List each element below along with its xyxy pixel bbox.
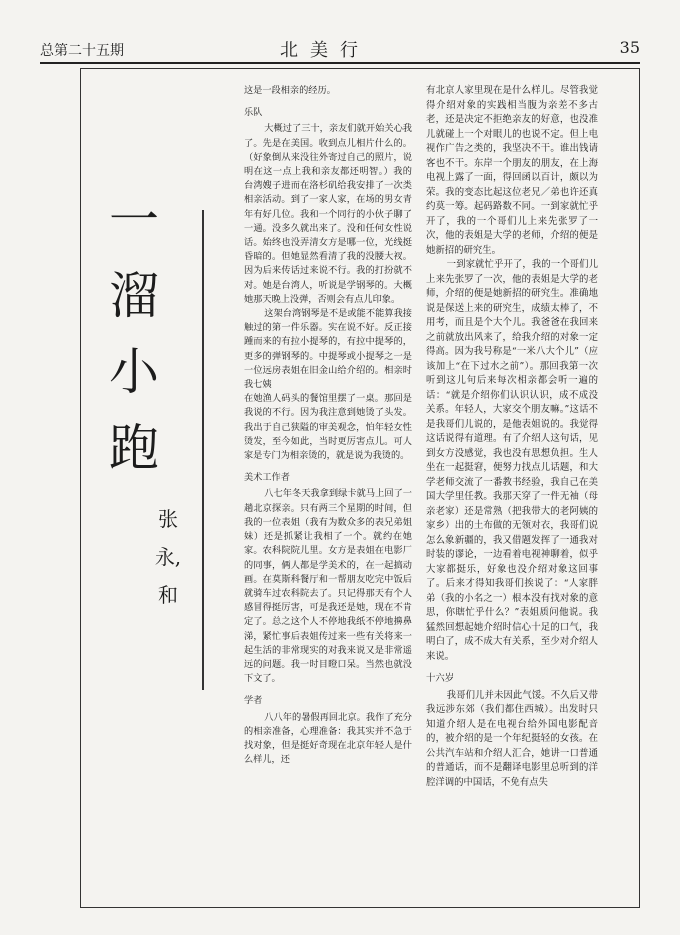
section-heading: 十六岁 <box>426 673 455 684</box>
section-heading: 美术工作者 <box>244 472 290 484</box>
title-char: 跑 <box>109 419 159 477</box>
paragraph: 八七年冬天我拿到绿卡就马上回了一趟北京探亲。只有两三个星期的时间，但我的一位表姐（我有为数众多的表兄弟姐妹）还是抓紧让我相了一个。就约在她家。农科院院儿里。女方是表姐在电影厂的同事，俩人都是学美术的，在一起搞动画。在莫斯科餐厅和一帮朋友吃完中饭后就骑车过农科院去了。只记得那天有个人感冒得挺厉害，可是我还是她，现在不肯定了。总之这个人不停地我纸不停地擤鼻涕，紧忙事后表姐传过来一些有关将来一起生活的非常现实的对我来说又是非常遥远的问题。我一时目瞪口呆。当然也就没下文了。 <box>244 488 412 685</box>
section-heading: 学者 <box>244 695 263 707</box>
title-char: 一 <box>109 191 159 249</box>
title-char: 小 <box>109 343 159 401</box>
title-char: 溜 <box>109 267 159 325</box>
section-heading: 乐队 <box>244 107 263 119</box>
title-rule <box>202 210 204 690</box>
paragraph: 大概过了三十，亲友们就开始关心我了。先是在美国。收到点儿相片什么的。（好象倒从来没往外寄过自己的照片，说明在这一点上我和亲友都还明智。）我的台湾嫂子进而在洛杉矶给我安排了一次类相亲活动。到了一家人家，在场的男女青年有好几位。我和一个同行的小伙子聊了一通。没多久就出来了。没和任何女性说话。始终也没弄清女方是哪一位，光线挺昏暗的。但她显然看清了我的没腰大衩。因为后来传话过来说不行。我的打扮就不对。她是台湾人，听说是学钢琴的。大概她那天晚上没弹，否则会有点儿印象。 <box>244 123 412 305</box>
author-char: 和 <box>158 583 178 607</box>
paragraph: 我哥们儿并未因此气馁。不久后又带我远涉东郊（我们都住西城）。出发时只知道介绍人是在电视台给外国电影配音的，被介绍的是一个年纪挺轻的女孩。在公共汽车站和介绍人汇合，她讲一口普通的普通话，而不是翻译电影里总听到的洋腔洋调的中国话，不免有点失 <box>426 689 598 788</box>
text-column-2 <box>426 84 598 790</box>
header-rule <box>40 62 640 64</box>
magazine-name: 北美行 <box>280 40 370 61</box>
author-char: 张 <box>158 507 178 531</box>
page-header <box>40 36 640 60</box>
author-char: 永, <box>154 545 182 569</box>
text-column-1 <box>244 84 412 767</box>
paragraph: 这架台湾钢琴是不是或能不能算我接触过的第一件乐器。实在说不好。反正接踵而来的有拉小提琴的，有拉中提琴的，更多的弹钢琴的。中提琴或小提琴之一是一位远房表姐在旧金山给介绍的。相亲时我七姨 <box>244 308 412 391</box>
intro-line: 这是一段相亲的经历。 <box>244 85 336 96</box>
article-title <box>104 182 164 486</box>
paragraph: 在她渔人码头的餐馆里摆了一桌。那回是我说的不行。因为我注意到她烫了头发。我出于自己狭隘的审美观念，怕年轻女性烫发，至今如此，当时更厉害点儿。可人家是专门为相亲烫的，就是说为我烫的。 <box>244 393 412 462</box>
paragraph: 一到家就忙乎开了，我的一个哥们儿上来先张罗了一次，他的表姐是大学的老师，介绍的便是她新招的研究生。准确地说是保送上来的研究生，成绩太棒了，不用考，而且是个大个儿。我爸爸在我回来之前就放出风来了，给我介绍的对象一定得高。因为我号称是“一米八大个儿”（应该加上“在下过水之前”）。那回我第一次听到这儿句后来每次相亲都会听一遍的话：“就是介绍你们认识认识，成不成没关系。年轻人，大家交个朋友嘛。”这话不是我哥们儿说的，是他表姐说的。我觉得这话说得有道理。有了介绍人这句话，见到女方没感觉，我也没有思想负担。生人坐在一起挺窘，便努力找点儿话题，和大学老师交流了一番教书经验，我自己在美国大学里任教。我那天穿了一件无袖（母亲老家）还是常熟（把我带大的老阿姨的家乡）出的土布做的无领对衣，我哥们说怎么象新疆的，我又借题发挥了一通我对时装的谬论，一边看着电视神聊着，似乎大家都挺乐，好象也没介绍对象这回事了。后来才得知我哥们挨说了：“人家胖弟（我的小名之一）根本没有找对象的意思，你瞎忙乎什么？”表姐质问他说。我猛然回想起她介绍时信心十足的口气，我明白了，成不成大有关系，至少对介绍人来说。 <box>426 259 598 662</box>
issue-number: 总第二十五期 <box>40 43 124 59</box>
paragraph: 有北京人家里现在是什么样儿。尽管我觉得介绍对象的实践相当腹为亲差不多古老，还是决定不拒绝亲友的好意，也没准儿就碰上一个对眼儿的也说不定。但上电视作广告之类的，我坚决不干。谁出钱请客也不干。东岸一个朋友的朋友，在上海电视上露了一面，得回函以百计，颇以为荣。我的变态比起这位老兄／弟也许还真约莫一筹。起码路数不同。一到家就忙乎开了，我的一个哥们儿上来先张罗了一次，他的表姐是大学的老师，介绍的便是她新招的研究生。 <box>426 85 598 256</box>
paragraph: 八八年的暑假再回北京。我作了充分的相亲准备，心理准备：我其实并不急于找对象，但是挺好奇现在北京年轻人是什么样儿，还 <box>244 711 412 766</box>
author-name <box>148 500 188 614</box>
page-number: 35 <box>619 38 640 57</box>
